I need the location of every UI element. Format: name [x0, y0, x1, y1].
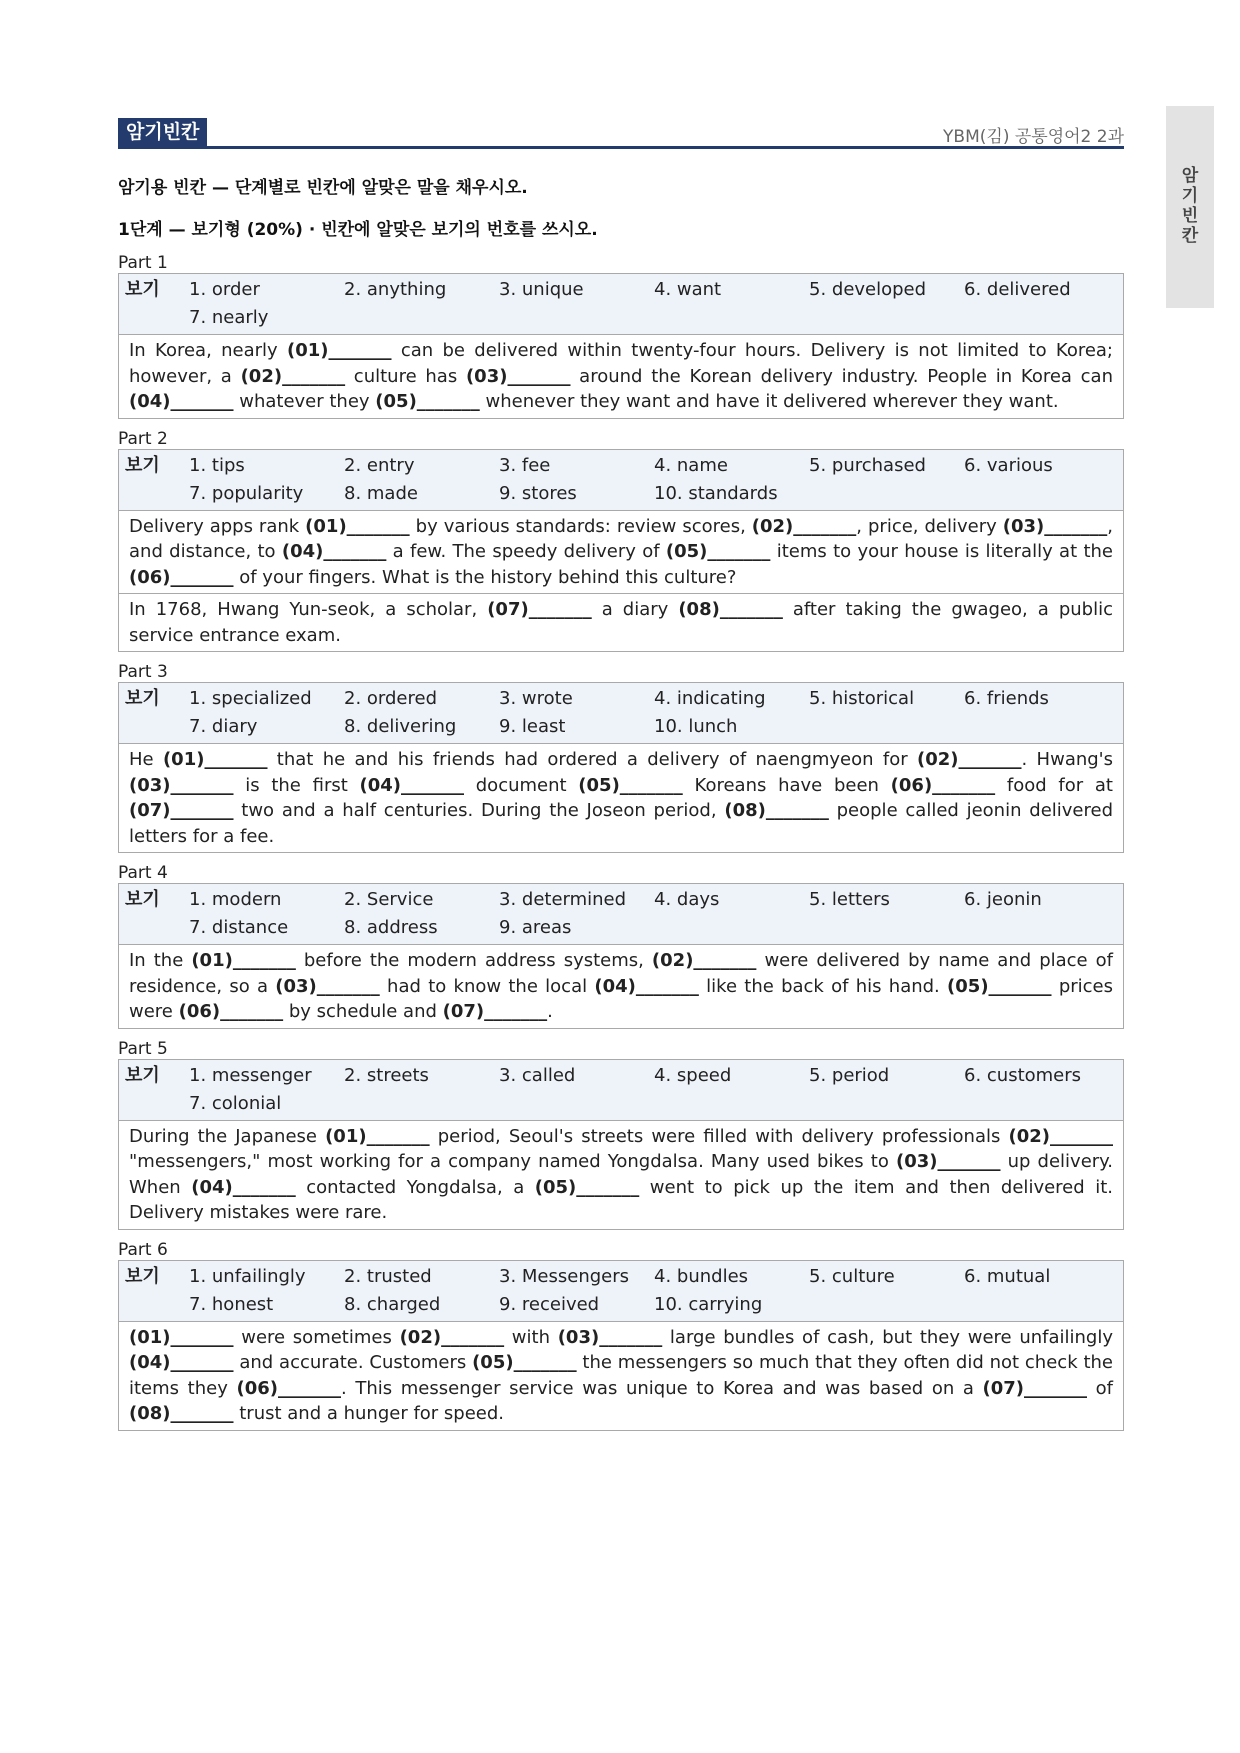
side-tab-label: 암 기 빈 칸 [1181, 166, 1199, 246]
word-bank-option: 4. bundles [654, 1265, 749, 1287]
bogi-label: 보기 [125, 889, 160, 910]
passage-text: of [1087, 1377, 1113, 1399]
blank-slot: (01)_______ [325, 1125, 430, 1147]
passage-text: after taking the gwageo, a public service entrance exam. [129, 599, 1113, 646]
part-section [118, 1240, 1124, 1431]
part-title: Part 2 [118, 428, 168, 449]
word-bank-option: 7. diary [189, 716, 258, 737]
blank-slot: (02)_______ [751, 515, 857, 537]
part-table [118, 682, 1124, 853]
part-title: Part 1 [118, 253, 168, 273]
word-bank-option: 5. developed [809, 279, 927, 300]
blank-slot: (01)_______ [305, 515, 410, 537]
part-section [118, 863, 1124, 1029]
word-bank-option: 1. unfailingly [189, 1265, 306, 1287]
word-bank-option: 8. made [344, 482, 418, 504]
word-bank-options [189, 1062, 1119, 1118]
word-bank-option: 7. distance [189, 917, 289, 938]
blank-slot: (06)_______ [129, 566, 234, 588]
step-instruction: 1단계 — 보기형 (20%) · 빈칸에 알맞은 보기의 번호를 쓰시오. [118, 220, 598, 240]
word-bank-option: 1. tips [189, 454, 245, 476]
course-label: YBM(김) 공통영어2 2과 [943, 127, 1124, 147]
part-table [118, 1260, 1124, 1431]
word-bank-option: 3. wrote [499, 688, 573, 709]
blank-slot: (03)_______ [1002, 515, 1108, 537]
side-index-tab [1166, 106, 1214, 308]
passage [119, 593, 1123, 651]
passage-text: , price, delivery [856, 515, 1003, 537]
blank-slot: (08)_______ [724, 800, 829, 821]
passage-text: . This messenger service was unique to Korea and was based on a [341, 1377, 983, 1399]
word-bank-option: 6. friends [964, 688, 1049, 709]
passage-text: culture has [345, 365, 466, 387]
passage-text: a few. The speedy delivery of [386, 541, 666, 562]
word-bank-option: 3. fee [499, 454, 551, 476]
word-bank-option: 10. carrying [654, 1293, 763, 1315]
word-bank-option: 4. indicating [654, 688, 766, 709]
word-bank-options [189, 886, 1119, 942]
blank-slot: (08)_______ [129, 1403, 234, 1424]
word-bank-option: 9. stores [499, 482, 577, 504]
blank-slot: (03)_______ [557, 1326, 663, 1348]
passage-text: In Korea, nearly [129, 340, 287, 361]
word-bank-option: 9. areas [499, 917, 572, 938]
passage-text: During the Japanese [129, 1125, 326, 1147]
passage-text: of your fingers. What is the history behind this culture? [233, 566, 737, 588]
word-bank-option: 3. Messengers [499, 1265, 630, 1287]
passage-text: In the [129, 950, 192, 971]
passage [119, 1121, 1123, 1229]
blank-slot: (07)_______ [442, 1001, 548, 1022]
part-section [118, 429, 1124, 653]
passage-text: up delivery. When [129, 1151, 1113, 1198]
passage [119, 335, 1123, 418]
passage-text: went to pick up the item and then delivered it. Delivery mistakes were rare. [129, 1176, 1113, 1223]
passage-text: Koreans have been [682, 774, 891, 796]
word-bank [119, 683, 1123, 744]
blank-slot: (02)_______ [1008, 1125, 1113, 1147]
word-bank-option: 5. letters [809, 889, 890, 910]
blank-slot: (04)_______ [359, 774, 465, 796]
word-bank-option: 6. delivered [964, 279, 1071, 300]
passage [119, 744, 1123, 852]
section-tag: 암기빈칸 [118, 118, 207, 146]
part-title: Part 5 [118, 1038, 168, 1059]
header [118, 118, 1124, 149]
blank-slot: (01)_______ [287, 340, 392, 361]
word-bank-option: 5. period [809, 1064, 890, 1086]
word-bank-option: 6. jeonin [964, 889, 1042, 910]
word-bank-option: 1. modern [189, 889, 282, 910]
word-bank-option: 4. speed [654, 1064, 732, 1086]
passage [119, 1322, 1123, 1430]
passage-text: whenever they want and have it delivered wherever they want. [479, 391, 1059, 412]
passage [119, 511, 1123, 594]
word-bank-option: 7. nearly [189, 307, 269, 328]
passage [119, 945, 1123, 1028]
word-bank-option: 7. colonial [189, 1092, 282, 1114]
blank-slot: (02)_______ [916, 749, 1022, 770]
bogi-label: 보기 [125, 1064, 160, 1086]
word-bank-options [189, 276, 1119, 332]
passage-text: contacted Yongdalsa, a [295, 1176, 535, 1198]
passage-text: that he and his friends had ordered a delivery of naengmyeon for [267, 749, 917, 770]
word-bank-option: 8. charged [344, 1293, 441, 1315]
worksheet [118, 118, 1124, 1431]
passage-text: trust and a hunger for speed. [233, 1403, 505, 1424]
word-bank-option: 1. messenger [189, 1064, 312, 1086]
blank-slot: (06)_______ [178, 1001, 284, 1022]
blank-slot: (05)_______ [534, 1176, 640, 1198]
word-bank [119, 1060, 1123, 1121]
bogi-label: 보기 [125, 688, 160, 709]
word-bank-option: 10. lunch [654, 716, 738, 737]
passage-text: were sometimes [233, 1326, 400, 1348]
part-table [118, 883, 1124, 1029]
blank-slot: (06)_______ [890, 774, 996, 796]
part-title: Part 4 [118, 863, 168, 883]
blank-slot: (04)_______ [594, 975, 699, 997]
bogi-label: 보기 [125, 454, 160, 476]
word-bank-option: 3. unique [499, 279, 584, 300]
blank-slot: (06)_______ [236, 1377, 341, 1399]
word-bank-option: 1. order [189, 279, 260, 300]
passage-text: items to your house is literally at the [770, 541, 1113, 562]
word-bank-option: 2. entry [344, 454, 415, 476]
main-instruction: 암기용 빈칸 — 단계별로 빈칸에 알맞은 말을 채우시오. [118, 178, 528, 198]
passage-text: "messengers," most working for a company named Yongdalsa. Many used bikes to [129, 1151, 896, 1172]
word-bank-option: 10. standards [654, 482, 778, 504]
blank-slot: (07)_______ [982, 1377, 1088, 1399]
blank-slot: (08)_______ [678, 599, 783, 620]
blank-slot: (05)_______ [947, 975, 1052, 997]
blank-slot: (03)_______ [895, 1151, 1001, 1172]
blank-slot: (07)_______ [487, 599, 592, 620]
passage-text: a diary [591, 599, 679, 620]
word-bank-option: 4. days [654, 889, 720, 910]
word-bank-option: 5. historical [809, 688, 915, 709]
passage-text: whatever they [233, 391, 376, 412]
word-bank [119, 884, 1123, 945]
passage-text: by schedule and [283, 1001, 443, 1022]
word-bank-option: 3. determined [499, 889, 627, 910]
passage-text: had to know the local [379, 975, 595, 997]
passage-text: prices were [129, 975, 1114, 1022]
passage-text: . [547, 1001, 553, 1022]
bogi-label: 보기 [125, 1265, 160, 1287]
word-bank-option: 4. want [654, 279, 722, 300]
word-bank [119, 274, 1123, 335]
blank-slot: (01)_______ [191, 950, 296, 971]
passage-text: like the back of his hand. [698, 975, 948, 997]
blank-slot: (03)_______ [465, 365, 571, 387]
blank-slot: (02)_______ [399, 1326, 505, 1348]
word-bank-option: 7. honest [189, 1293, 274, 1315]
passage-text: large bundles of cash, but they were unfailingly [662, 1326, 1113, 1348]
bogi-label: 보기 [125, 279, 160, 300]
blank-slot: (02)_______ [240, 365, 346, 387]
word-bank-option: 6. various [964, 454, 1053, 476]
passage-text: with [504, 1326, 558, 1348]
blank-slot: (04)_______ [129, 391, 234, 412]
passage-text: and accurate. Customers [233, 1352, 473, 1373]
part-section [118, 253, 1124, 419]
passage-text: food for at [995, 774, 1113, 796]
part-title: Part 3 [118, 662, 168, 682]
passage-text: can be delivered within twenty-four hours. Delivery is not limited to Korea; however, a [129, 340, 1113, 387]
word-bank-options [189, 1263, 1119, 1319]
passage-text: people called jeonin delivered letters for a fee. [129, 800, 1113, 847]
word-bank-option: 2. streets [344, 1064, 429, 1086]
blank-slot: (01)_______ [129, 1326, 234, 1348]
part-title: Part 6 [118, 1239, 168, 1260]
passage-text: In 1768, Hwang Yun-seok, a scholar, [129, 599, 488, 620]
blank-slot: (05)_______ [472, 1352, 577, 1373]
word-bank-option: 9. received [499, 1293, 600, 1315]
passage-text: , and distance, to [129, 515, 1113, 562]
part-table [118, 1059, 1124, 1230]
blank-slot: (03)_______ [129, 774, 234, 796]
parts-container [118, 253, 1124, 1431]
blank-slot: (05)_______ [665, 541, 771, 562]
passage-text: He [129, 749, 163, 770]
word-bank-option: 8. address [344, 917, 438, 938]
word-bank-option: 4. name [654, 454, 728, 476]
word-bank-option: 3. called [499, 1064, 576, 1086]
word-bank-option: 9. least [499, 716, 566, 737]
word-bank-option: 5. purchased [809, 454, 926, 476]
word-bank-option: 8. delivering [344, 716, 457, 737]
blank-slot: (07)_______ [129, 800, 234, 821]
word-bank-option: 2. trusted [344, 1265, 432, 1287]
word-bank-option: 2. ordered [344, 688, 437, 709]
blank-slot: (04)_______ [281, 541, 387, 562]
passage-text: were delivered by name and place of residence, so a [129, 950, 1114, 997]
word-bank-option: 5. culture [809, 1265, 895, 1287]
passage-text: document [464, 774, 579, 796]
word-bank-options [189, 452, 1119, 508]
word-bank-option: 1. specialized [189, 688, 312, 709]
word-bank-option: 2. Service [344, 889, 434, 910]
blank-slot: (05)_______ [375, 391, 480, 412]
passage-text: before the modern address systems, [295, 950, 652, 971]
passage-text: two and a half centuries. During the Joseon period, [233, 800, 725, 821]
passage-text: . Hwang's [1021, 749, 1114, 770]
word-bank-option: 6. mutual [964, 1265, 1051, 1287]
part-section [118, 662, 1124, 853]
part-section [118, 1039, 1124, 1230]
passage-text: the messengers so much that they often did not check the items they [129, 1352, 1113, 1399]
word-bank-option: 7. popularity [189, 482, 304, 504]
word-bank-options [189, 685, 1119, 741]
passage-text: by various standards: review scores, [409, 515, 752, 537]
word-bank-option: 2. anything [344, 279, 447, 300]
passage-text: period, Seoul's streets were filled with delivery professionals [429, 1125, 1009, 1147]
blank-slot: (04)_______ [191, 1176, 296, 1198]
blank-slot: (03)_______ [275, 975, 380, 997]
passage-text: Delivery apps rank [129, 515, 306, 537]
part-table [118, 449, 1124, 653]
passage-text: is the first [233, 774, 360, 796]
blank-slot: (01)_______ [162, 749, 268, 770]
word-bank-option: 6. customers [964, 1064, 1082, 1086]
word-bank [119, 1261, 1123, 1322]
part-table [118, 273, 1124, 419]
word-bank [119, 450, 1123, 511]
blank-slot: (05)_______ [578, 774, 683, 796]
passage-text: around the Korean delivery industry. People in Korea can [570, 365, 1113, 387]
blank-slot: (04)_______ [129, 1352, 234, 1373]
blank-slot: (02)_______ [651, 950, 757, 971]
